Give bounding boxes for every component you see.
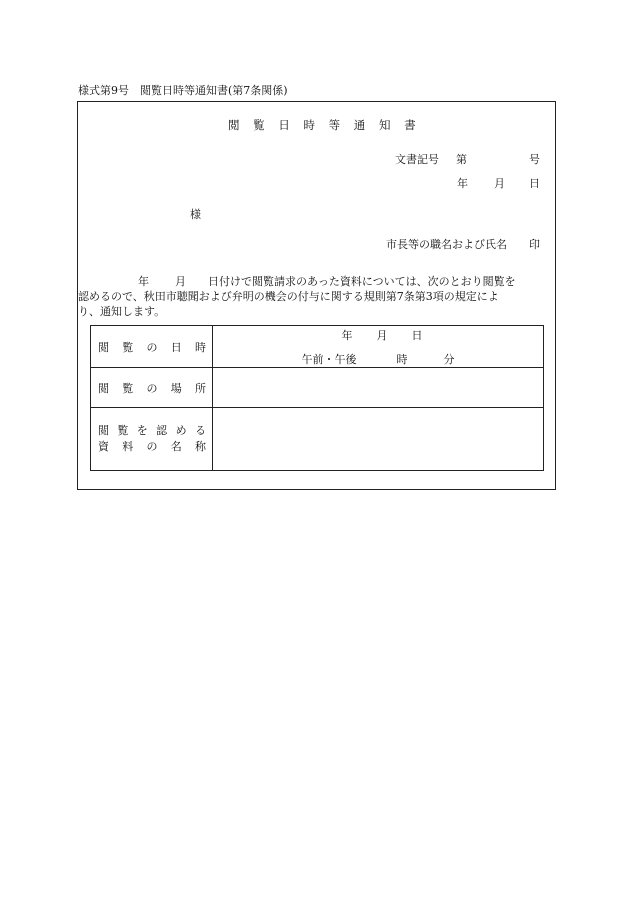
notice-body (78, 274, 553, 319)
table-row-materials (91, 408, 544, 471)
materials-label-cell (91, 408, 213, 471)
doc-number-suffix: 号 (529, 153, 540, 166)
body-line-1-text: 日付けで閲覧請求のあった資料については、次のとおり閲覧を (208, 275, 516, 288)
date-year: 年 (457, 177, 468, 190)
doc-number-label: 文書記号 (395, 153, 439, 166)
datetime-value-cell[interactable] (213, 326, 544, 368)
datetime-date-line (221, 327, 543, 343)
datetime-ampm: 午前・午後 (301, 352, 357, 366)
datetime-minute: 分 (443, 352, 455, 366)
viewing-details-table (90, 325, 544, 471)
datetime-day: 日 (411, 328, 423, 342)
document-title (228, 119, 426, 132)
title-char: 知 (378, 118, 391, 132)
materials-value-cell[interactable] (213, 408, 544, 471)
materials-label (91, 423, 212, 455)
title-char: 日 (278, 118, 290, 132)
datetime-year: 年 (341, 328, 353, 342)
addressee-suffix: 様 (190, 208, 201, 221)
doc-number-prefix: 第 (456, 153, 467, 166)
title-char: 等 (328, 118, 341, 132)
table-row-datetime (91, 326, 544, 368)
body-year: 年 (138, 275, 149, 288)
place-value-cell[interactable] (213, 368, 544, 408)
form-number-label: 様式第9号 閲覧日時等通知書(第7条関係) (78, 84, 288, 97)
datetime-time-line (213, 351, 543, 367)
datetime-label: 閲 覧 の 日 時 (98, 340, 206, 354)
datetime-month: 月 (376, 328, 388, 342)
place-label-cell (91, 368, 213, 408)
body-line-2: 認めるので、秋田市聴聞および弁明の機会の付与に関する規則第7条第3項の規定によ (78, 290, 499, 303)
place-label: 閲 覧 の 場 所 (98, 381, 206, 395)
body-month: 月 (175, 275, 186, 288)
body-line-3: り、通知します。 (78, 305, 166, 318)
title-char: 閲 (228, 118, 240, 132)
datetime-hour: 時 (396, 352, 408, 366)
seal-mark: 印 (529, 238, 540, 251)
title-char: 通 (353, 118, 366, 132)
title-char: 覧 (253, 118, 265, 132)
date-day: 日 (529, 177, 540, 190)
date-month: 月 (494, 177, 505, 190)
body-line-1 (78, 274, 553, 289)
title-char: 時 (303, 118, 315, 132)
datetime-label-cell (91, 326, 213, 368)
issuer-label: 市長等の職名および氏名 (386, 238, 507, 251)
title-char: 書 (404, 118, 416, 132)
table-row-place (91, 368, 544, 408)
materials-label-line-1: 閲 覧 を 認 め る (98, 424, 206, 437)
materials-label-line-2: 資 料 の 名 称 (98, 440, 206, 453)
